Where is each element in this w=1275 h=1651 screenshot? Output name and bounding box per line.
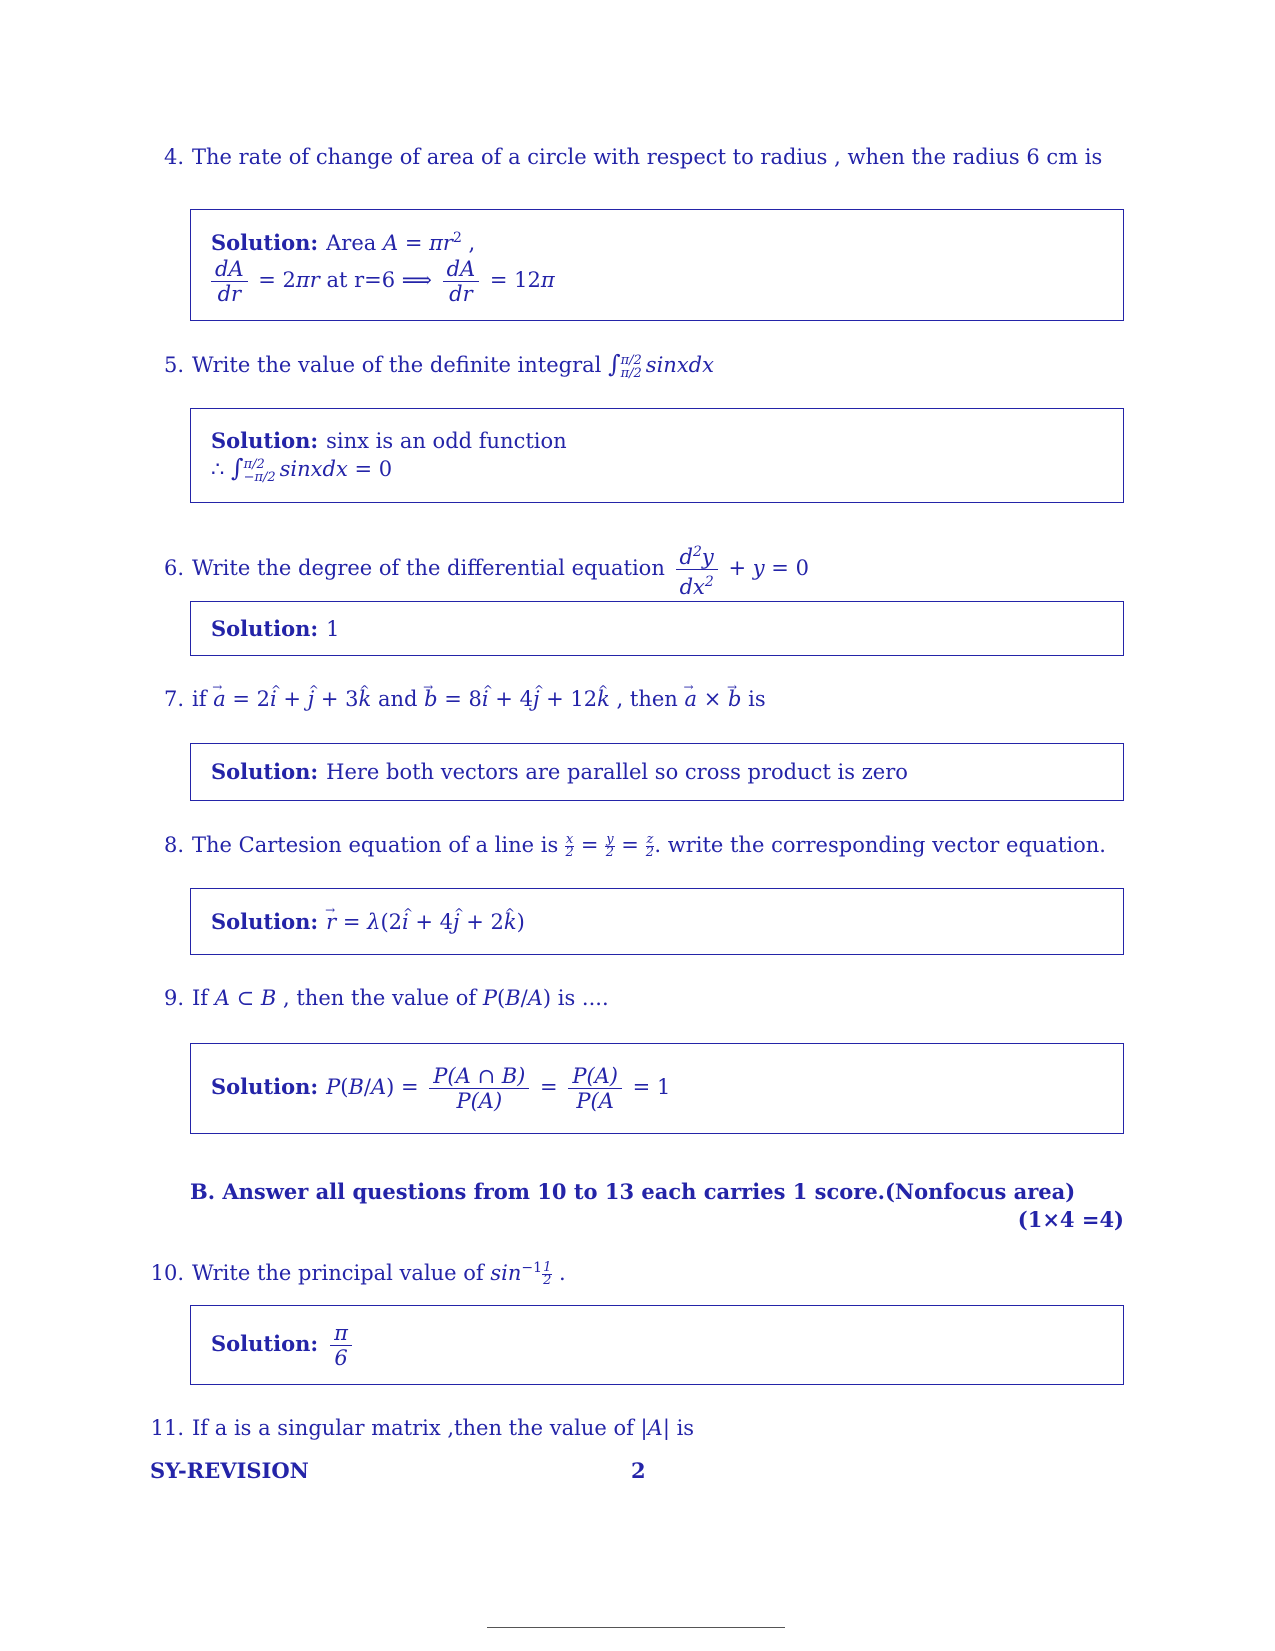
solution-box-10: Solution: $\frac{\pi}{6}$ <box>190 1305 1124 1385</box>
solution-box-5: Solution: sinx is an odd function ∴ ∫ π/2 −π/2 sinxdx = 0 <box>190 408 1124 503</box>
section-score: (1×4 =4) <box>1017 1207 1124 1232</box>
question-7: 7. if a → = 2i ^ + j ^ + 3k ^ and b → = 8i ^ + 4j ^ + 12k ^ , then a → × b → is <box>150 685 766 713</box>
fraction-dA-dr: $\frac{dA}{dr}$ <box>211 257 248 306</box>
question-number: 5. <box>163 353 184 377</box>
solution-box-6 <box>190 601 1124 656</box>
question-text: Write the degree of the differential equation <box>192 556 665 580</box>
section-b-heading <box>190 1178 1124 1234</box>
question-11: 11. If a is a singular matrix ,then the value of |A| is <box>150 1414 694 1442</box>
question-text: Write the principal value of <box>192 1261 484 1285</box>
question-text: The rate of change of area of a circle with respect to radius , when the radius 6 cm is <box>192 145 1103 169</box>
solution-label: Solution: <box>211 759 319 784</box>
solution-box-4: Solution: Area $A = \pi r^2$ , $\frac{dA}{dr}$ = 2πr at r=6 ⟹ $\frac{dA}{dr}$ = 12π <box>190 209 1124 321</box>
question-number: 6. <box>163 556 184 580</box>
question-number: 8. <box>163 833 184 857</box>
solution-box-7 <box>190 743 1124 801</box>
section-heading-text: B. Answer all questions from 10 to 13 each carries 1 score.(Nonfocus area) <box>190 1179 1076 1204</box>
question-8: 8. The Cartesion equation of a line is $\frac{x}{2}$ = $\frac{y}{2}$ = $\frac{z}{2}$ . write the corresponding vector equation. <box>150 831 1106 859</box>
solution-label: Solution: <box>211 1074 319 1099</box>
question-number: 11. <box>150 1416 184 1440</box>
solution-label: Solution: <box>211 428 319 454</box>
solution-label: Solution: <box>211 615 319 641</box>
question-10: 10. Write the principal value of $\sin^{-1}$ $\frac{1}{2}$ . <box>150 1254 566 1287</box>
integral-limits: π/2 π/2 <box>620 352 642 381</box>
solution-text: Here both vectors are parallel so cross product is zero <box>326 760 908 784</box>
integral-sign: ∫ <box>608 350 621 378</box>
question-number: 10. <box>150 1261 184 1285</box>
integrand: sinxdx <box>645 353 714 377</box>
solution-text: Area <box>326 230 377 255</box>
solution-label: Solution: <box>211 908 319 934</box>
bottom-rule <box>487 1627 785 1628</box>
fraction-d2y-dx2: $\frac{d^2y}{dx^2}$ <box>676 540 718 599</box>
question-9: 9. If A ⊂ B , then the value of P(B/A) is .... <box>150 984 609 1012</box>
solution-box-8: Solution: r → = λ(2i ^ + 4j ^ + 2k ^) <box>190 888 1124 955</box>
question-number: 4. <box>163 145 184 169</box>
fraction-dA-dr: $\frac{dA}{dr}$ <box>443 257 480 306</box>
solution-box-9: Solution: P(B/A) = $\frac{P(A \cap B)}{P(A)}$ = $\frac{P(A)}{P(A}$ = 1 <box>190 1043 1124 1134</box>
solution-label: Solution: <box>211 1330 319 1356</box>
question-5 <box>150 350 714 380</box>
question-number: 7. <box>163 687 184 711</box>
footer-label: SY-REVISION <box>150 1458 309 1483</box>
question-4 <box>150 143 1102 171</box>
solution-text: at r=6 <box>326 267 396 292</box>
page-number: 2 <box>631 1458 646 1483</box>
solution-label: Solution: <box>211 229 319 255</box>
solution-text: 1 <box>326 616 340 641</box>
question-number: 9. <box>163 986 184 1010</box>
solution-text: sinx is an odd function <box>326 429 567 454</box>
question-6: 6. Write the degree of the differential equation $\frac{d^2y}{dx^2}$ + y = 0 <box>150 540 809 599</box>
question-text: Write the value of the definite integral <box>192 353 602 377</box>
